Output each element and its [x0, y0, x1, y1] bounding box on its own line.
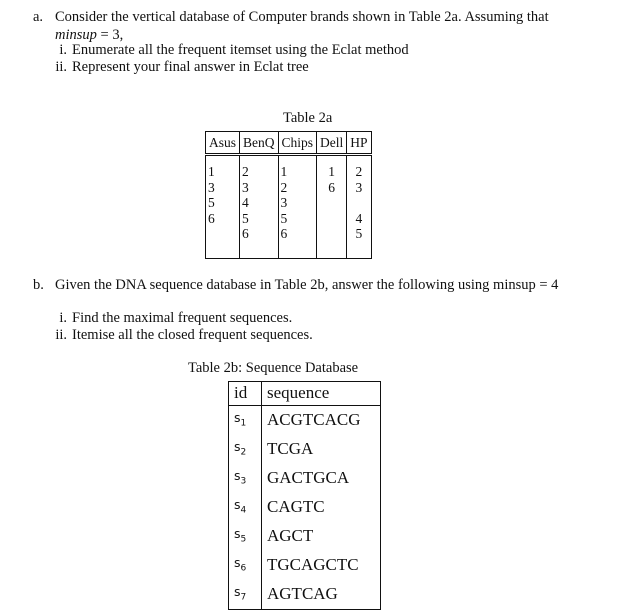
row-sequence: TGCAGCTC	[267, 554, 359, 574]
question-b-line1	[33, 276, 558, 294]
item-marker: ii.	[55, 59, 67, 75]
item-marker: i.	[59, 42, 67, 58]
table-2b-header-row	[229, 382, 381, 406]
question-a-item-1	[47, 42, 409, 59]
header-dell: Dell	[317, 132, 347, 155]
item-marker: i.	[59, 310, 67, 326]
tid: 1	[208, 164, 215, 179]
row-id: $s_1$	[229, 405, 262, 435]
tid: 1	[280, 164, 288, 179]
table-row	[229, 464, 381, 493]
item-text: Enumerate all the frequent itemset using the Eclat method	[72, 42, 409, 58]
question-a-item-2	[47, 59, 309, 76]
row-sequence: AGTCAG	[267, 583, 338, 603]
tid: 4	[242, 195, 249, 210]
tid: 4	[355, 210, 363, 226]
row-id: $s_3$	[229, 464, 262, 493]
header-sequence: sequence	[267, 383, 330, 402]
table-row	[229, 405, 381, 435]
tid: 5	[242, 210, 249, 226]
row-sequence: AGCT	[267, 525, 314, 545]
table-2a-header-row	[206, 132, 372, 155]
col-dell	[317, 155, 347, 259]
row-sequence: GACTGCA	[267, 467, 350, 487]
header-id: id	[229, 382, 262, 406]
tid: 5	[280, 210, 288, 226]
tid: 2	[280, 179, 288, 195]
row-id: $s_4$	[229, 493, 262, 522]
table-row	[229, 522, 381, 551]
tid: 6	[208, 210, 215, 226]
table-row	[229, 493, 381, 522]
row-id: $s_5$	[229, 522, 262, 551]
header-asus: Asus	[206, 132, 240, 155]
header-benq: BenQ	[240, 132, 279, 155]
col-benq	[240, 155, 279, 259]
row-sequence: ACGTCACG	[267, 409, 361, 429]
question-a-marker: a.	[33, 9, 44, 25]
row-id: $s_7$	[229, 580, 262, 610]
question-a-line1	[33, 8, 549, 26]
table-row	[229, 435, 381, 464]
question-b-item-1	[47, 310, 292, 327]
tid: 2	[242, 164, 249, 179]
question-b-text: Given the DNA sequence database in Table 2b, answer the following using minsup = 4	[55, 277, 559, 293]
col-asus	[206, 155, 240, 259]
table-2b-caption: Table 2b: Sequence Database	[188, 360, 359, 376]
tid: 6	[328, 179, 336, 195]
tid: 3	[208, 179, 215, 195]
tid: 3	[280, 195, 288, 210]
row-id: $s_6$	[229, 551, 262, 580]
tid: 2	[355, 164, 363, 179]
table-row	[229, 551, 381, 580]
header-hp: HP	[347, 132, 371, 155]
tid: 1	[328, 164, 336, 179]
tid: 3	[242, 179, 249, 195]
tid: 3	[355, 179, 363, 195]
table-row	[229, 580, 381, 610]
tid: 6	[280, 226, 288, 241]
header-chips: Chips	[278, 132, 317, 155]
row-sequence: TCGA	[267, 438, 314, 458]
question-a-text: Consider the vertical database of Computer brands shown in Table 2a. Assuming that	[55, 9, 549, 25]
table-2a-caption: Table 2a	[283, 110, 333, 126]
row-sequence: CAGTC	[267, 496, 325, 516]
minsup-value: = 3,	[96, 27, 124, 43]
item-marker: ii.	[55, 327, 67, 343]
table-2a-body-row	[206, 155, 372, 259]
item-text: Find the maximal frequent sequences.	[72, 310, 293, 326]
question-b-item-2	[47, 327, 313, 344]
table-2a	[205, 131, 372, 259]
col-chips	[278, 155, 317, 259]
col-hp	[347, 155, 371, 259]
minsup-label: minsup	[55, 27, 97, 43]
tid: 6	[242, 226, 249, 241]
table-2b	[228, 381, 381, 610]
item-text: Itemise all the closed frequent sequences.	[72, 327, 313, 343]
question-b-marker: b.	[33, 277, 44, 293]
tid: 5	[355, 226, 363, 241]
tid: 5	[208, 195, 215, 210]
row-id: $s_2$	[229, 435, 262, 464]
item-text: Represent your final answer in Eclat tree	[72, 59, 309, 75]
